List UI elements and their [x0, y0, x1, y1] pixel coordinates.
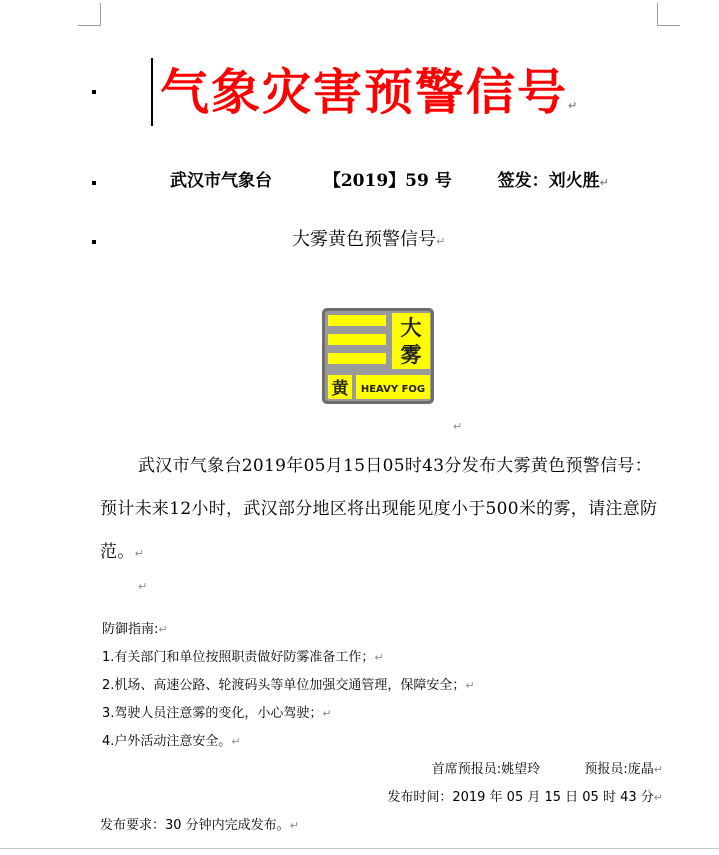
- paragraph-mark: ↵: [465, 679, 475, 692]
- release-requirement: 发布要求：30 分钟内完成发布。: [100, 818, 290, 833]
- paragraph-mark: ↵: [231, 735, 241, 748]
- paragraph-mark: ↵: [653, 791, 663, 804]
- guide-item-text: 2.机场、高速公路、轮渡码头等单位加强交通管理，保障安全；: [102, 678, 466, 693]
- forecaster: 预报员:庞晶: [584, 762, 654, 777]
- paragraph-mark: ↵: [436, 235, 446, 248]
- warning-subtitle[interactable]: [292, 225, 445, 251]
- signer: 签发：刘火胜: [497, 171, 600, 191]
- guide-item-text: 4.户外活动注意安全。: [102, 734, 232, 749]
- icon-english-text: HEAVY FOG: [360, 384, 426, 395]
- paragraph-mark: ↵: [134, 547, 145, 560]
- paragraph-mark: ↵: [568, 99, 580, 112]
- page-corner-top-left: [78, 3, 101, 26]
- icon-bar: [328, 315, 386, 326]
- icon-bar: [328, 334, 386, 345]
- document-title-text: 气象灾害预警信号: [160, 63, 569, 121]
- guide-item-text: 3.驾驶人员注意雾的变化，小心驾驶；: [102, 706, 323, 721]
- paragraph-mark: ↵: [289, 819, 299, 832]
- document-title[interactable]: [160, 58, 620, 140]
- paragraph-bullet: [92, 90, 96, 94]
- guide-title[interactable]: [102, 618, 168, 637]
- text-cursor: [151, 58, 153, 126]
- forecasters-line[interactable]: [432, 758, 663, 777]
- release-time: 发布时间：2019 年 05 月 15 日 05 时 43 分: [387, 790, 654, 805]
- page-corner-top-right: [657, 3, 680, 26]
- issue-number: 【2019】59 号: [323, 171, 452, 191]
- guide-item[interactable]: [102, 730, 241, 749]
- warning-subtitle-text: 大雾黄色预警信号: [292, 229, 436, 250]
- guide-item[interactable]: [102, 646, 384, 665]
- page-bottom-edge: [0, 848, 719, 849]
- warning-body-text: 武汉市气象台2019年05月15日05时43分发布大雾黄色预警信号：预计未来12小时，武汉部分地区将出现能见度小于500米的雾，请注意防范。: [100, 456, 658, 562]
- requirement-line[interactable]: [100, 814, 299, 833]
- guide-title-text: 防御指南:: [102, 622, 159, 637]
- paragraph-mark: ↵: [653, 763, 663, 776]
- paragraph-mark: ↵: [374, 651, 384, 664]
- issuer-name: 武汉市气象台: [170, 171, 272, 191]
- paragraph-mark: ↵: [453, 420, 463, 433]
- icon-hazard-char-2: 雾: [400, 343, 422, 367]
- paragraph-bullet: [92, 240, 96, 244]
- paragraph-mark: ↵: [138, 580, 148, 593]
- paragraph-mark: ↵: [599, 176, 609, 189]
- release-time-line[interactable]: [387, 786, 663, 805]
- heavy-fog-yellow-warning-icon: [321, 307, 435, 405]
- guide-item-text: 1.有关部门和单位按照职责做好防雾准备工作；: [102, 650, 375, 665]
- paragraph-bullet: [92, 181, 96, 185]
- paragraph-mark: ↵: [158, 623, 168, 636]
- issuer-line[interactable]: [170, 166, 609, 191]
- warning-body[interactable]: [100, 445, 662, 575]
- paragraph-mark: ↵: [322, 707, 332, 720]
- icon-bar: [328, 353, 386, 364]
- guide-item[interactable]: [102, 674, 475, 693]
- icon-hazard-char-1: 大: [400, 316, 422, 340]
- guide-item[interactable]: [102, 702, 332, 721]
- chief-forecaster: 首席预报员:姚望玲: [431, 762, 541, 777]
- icon-level-text: 黄: [331, 379, 349, 399]
